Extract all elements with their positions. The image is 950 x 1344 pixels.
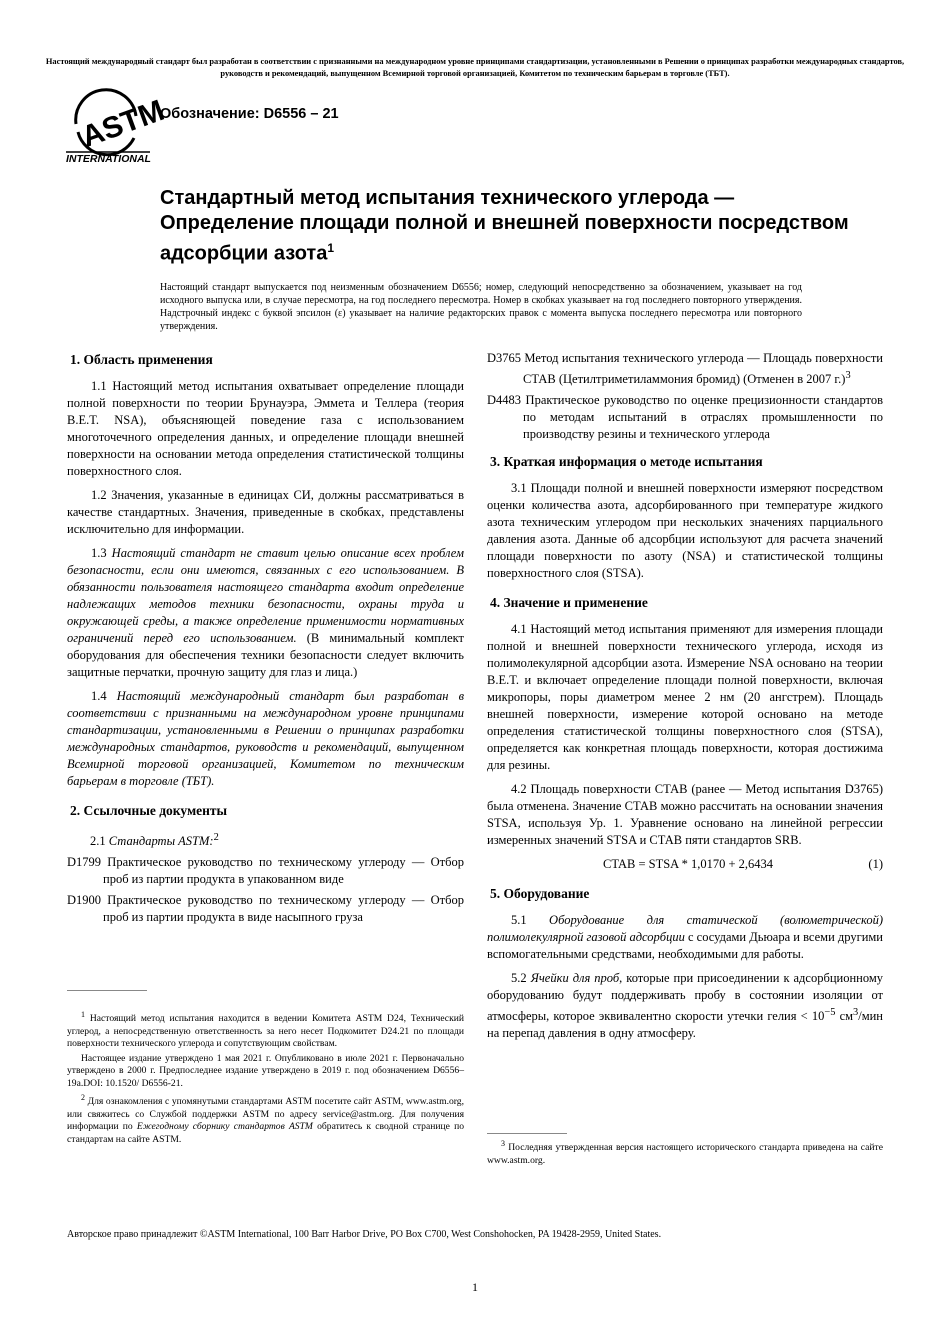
astm-logo-mark: [76, 90, 169, 155]
reference-d1799: D1799 Практическое руководство по техническому углероду — Отбор проб из партии продукта в упакованном виде: [67, 855, 464, 887]
para-3-1: 3.1 Площади полной и внешней поверхности измеряют посредством оценки количества азота, адсорбированного при температуре жидкого азота техническим углеродом при нескольких значениях парциального давления азота. Данные об адсорбции используют для расчета значений площади поверхности по азоту (NSA) и статистической толщины поверхностного слоя (STSA).: [487, 481, 883, 581]
footnotes-left: [67, 1009, 464, 1148]
section-3-heading: 3. Краткая информация о методе испытания: [490, 454, 763, 470]
reference-d4483: D4483 Практическое руководство по оценке прецизионности стандартов по методам испытаний в отраслях промышленности по производству резины и технического углерода: [487, 393, 883, 442]
title-text: Стандартный метод испытания технического углерода — Определение площади полной и внешней поверхности посредством адсорбции азота: [160, 187, 849, 265]
top-notice: Настоящий международный стандарт был разработан в соответствии с признанными на международном уровне принципами стандартизации, установленными в Решении о принципах разработки международных стандартов, руководств и рекомендаций, выпущенном Всемирной торговой организацией, Комитетом по техническим барьерам в торговле (ТБТ).: [45, 57, 905, 78]
equation-1: [487, 856, 883, 873]
title-footnote-ref: 1: [327, 241, 335, 255]
document-title: [160, 186, 860, 267]
footnote-1b: Настоящее издание утверждено 1 мая 2021 г. Опубликовано в июле 2021 г. Первоначально утверждено в 2000 г. Предпоследнее издание утверждено в 2019 г. под обозначением D6556–19a.DOI: 10.1520/ D6556-21.: [67, 1052, 464, 1089]
reference-d3765: D3765 Метод испытания технического углерода — Площадь поверхности СТАВ (Цетилтриметиламмония бромид) (Отменен в 2007 г.)$^3$: [487, 351, 883, 387]
intro-note: Настоящий стандарт выпускается под неизменным обозначением D6556; номер, следующий непосредственно за обозначением, указывает на год исходного выпуска или, в случае пересмотра, на год последнего пересмотра. Номер в скобках указывает на год последнего повторного утверждения. Надстрочный индекс с буквой эпсилон (ε) указывает на наличие редакторских правок с момента выпуска последнего пересмотра или повторного утверждения.: [160, 282, 802, 332]
para-4-2: 4.2 Площадь поверхности СТАВ (ранее — Метод испытания D3765) была отменена. Значение СТАВ можно рассчитать на основании значения STSA, используя Ур. 1. Уравнение основано на линейной регрессии измеренных значений STSA и СТАВ пяти стандартов SRB.: [487, 782, 883, 848]
footnote-separator-left: [67, 990, 147, 991]
para-5-2: 5.2 Ячейки для проб, которые при присоединении к адсорбционному оборудованию будут поддерживать пробу в состоянии изоляции от атмосферы, которое эквивалентно скорости утечки гелия < $10^{-5}$ $см^3$/мин на перепад давления в одну атмосферу.: [487, 971, 884, 1041]
equation-text: CTAB = STSA * 1,0170 + 2,6434: [603, 857, 774, 872]
designation: Обозначение: D6556 – 21: [160, 106, 339, 122]
para-4-1: 4.1 Настоящий метод испытания применяют для измерения площади полной и внешней поверхности технического углерода, исходя из полимолекулярной адсорбции азота. Измерение NSA основано на теории B.E.T. и включает определение площади полной поверхности, включая микропоры, поры диаметром менее 2 нм (20 ангстрем). Площадь внешней поверхности, измерение которой основано на методе определения статистической толщины поверхностного слоя (STSA), определяется как конкретная площадь поверхности, которая достижима для резины.: [487, 622, 883, 773]
para-5-1: 5.1 Оборудование для статической (волюметрической) полимолекулярной газовой адсорбции с сосудами Дьюара и всеми другими вспомогательными средствами, необходимыми для работы.: [487, 913, 884, 962]
right-column: [487, 350, 883, 1049]
section-4-heading: 4. Значение и применение: [490, 595, 648, 611]
footnote-2: $^2$ Для ознакомления с упомянутыми стандартами ASTM посетите сайт ASTM, www.astm.org, или свяжитесь со Службой поддержки ASTM по адресу service@astm.org. Для получения информации по Ежегодному сборнику стандартов ASTM обратитесь к сводной странице по стандартам на сайте ASTM.: [67, 1093, 464, 1145]
equation-number: (1): [868, 857, 883, 872]
section-1-heading: 1. Область применения: [70, 352, 213, 367]
para-1-4: 1.4 Настоящий международный стандарт был разработан в соответствии с признанными на международном уровне принципами стандартизации, установленными в Решении о принципах разработки международных стандартов, руководств и рекомендаций, выпущенном Всемирной торговой организацией, Комитетом по техническим барьерам в торговле (ТБТ).: [67, 689, 464, 788]
astm-logo: [64, 86, 169, 166]
page-number: 1: [472, 1280, 478, 1294]
para-1-1: 1.1 Настоящий метод испытания охватывает определение площади полной поверхности по теории Брунауэра, Эммета и Теллера (теория B.E.T. NSA), объясняющей поведение газа с использованием многоточечного определения данных, и определение площади внешней поверхности на основании метода определения статистической толщины поверхностного слоя.: [67, 379, 464, 478]
left-column: [67, 351, 464, 930]
footnote-separator-right: [487, 1133, 567, 1134]
logo-subtitle: INTERNATIONAL: [66, 153, 151, 165]
copyright-line: Авторское право принадлежит ©ASTM International, 100 Barr Harbor Drive, PO Box C700, West Conshohocken, PA 19428-2959, United States.: [67, 1229, 662, 1240]
section-2-heading: 2. Ссылочные документы: [70, 803, 228, 818]
para-1-2: 1.2 Значения, указанные в единицах СИ, должны рассматриваться в качестве стандартных. Значения, приведенные в скобках, представлены исключительно для информации.: [67, 488, 464, 536]
para-2-1: 2.1 Стандарты ASTM:$^2$: [90, 832, 219, 849]
para-1-3: 1.3 Настоящий стандарт не ставит целью описание всех проблем безопасности, если они имеются, связанных с его использованием. В обязанности пользователя настоящего стандарта входит определение надлежащих методов техники безопасности, охраны труда и окружающей среды, а также определение применимости нормативных ограничений перед его использованием. (В минимальный комплект оборудования для обеспечения техники безопасности следует включить защитные перчатки, прочную защиту для глаз и лица.): [67, 546, 464, 679]
footnote-3: $^3$ Последняя утвержденная версия настоящего исторического стандарта приведена на сайте www.astm.org.: [487, 1139, 883, 1166]
footnote-1: $^1$ Настоящий метод испытания находится в ведении Комитета ASTM D24, Технический углерод, а непосредственную ответственность за него несет Подкомитет D24.21 по площади поверхности технического углерода и сопутствующим свойствам.: [67, 1010, 464, 1050]
footnotes-right: [487, 1138, 883, 1169]
section-5-heading: 5. Оборудование: [490, 886, 590, 902]
logo-brand: ASTM: [77, 93, 169, 154]
reference-d1900: D1900 Практическое руководство по техническому углероду — Отбор проб из партии продукта в виде насыпного груза: [67, 893, 464, 925]
